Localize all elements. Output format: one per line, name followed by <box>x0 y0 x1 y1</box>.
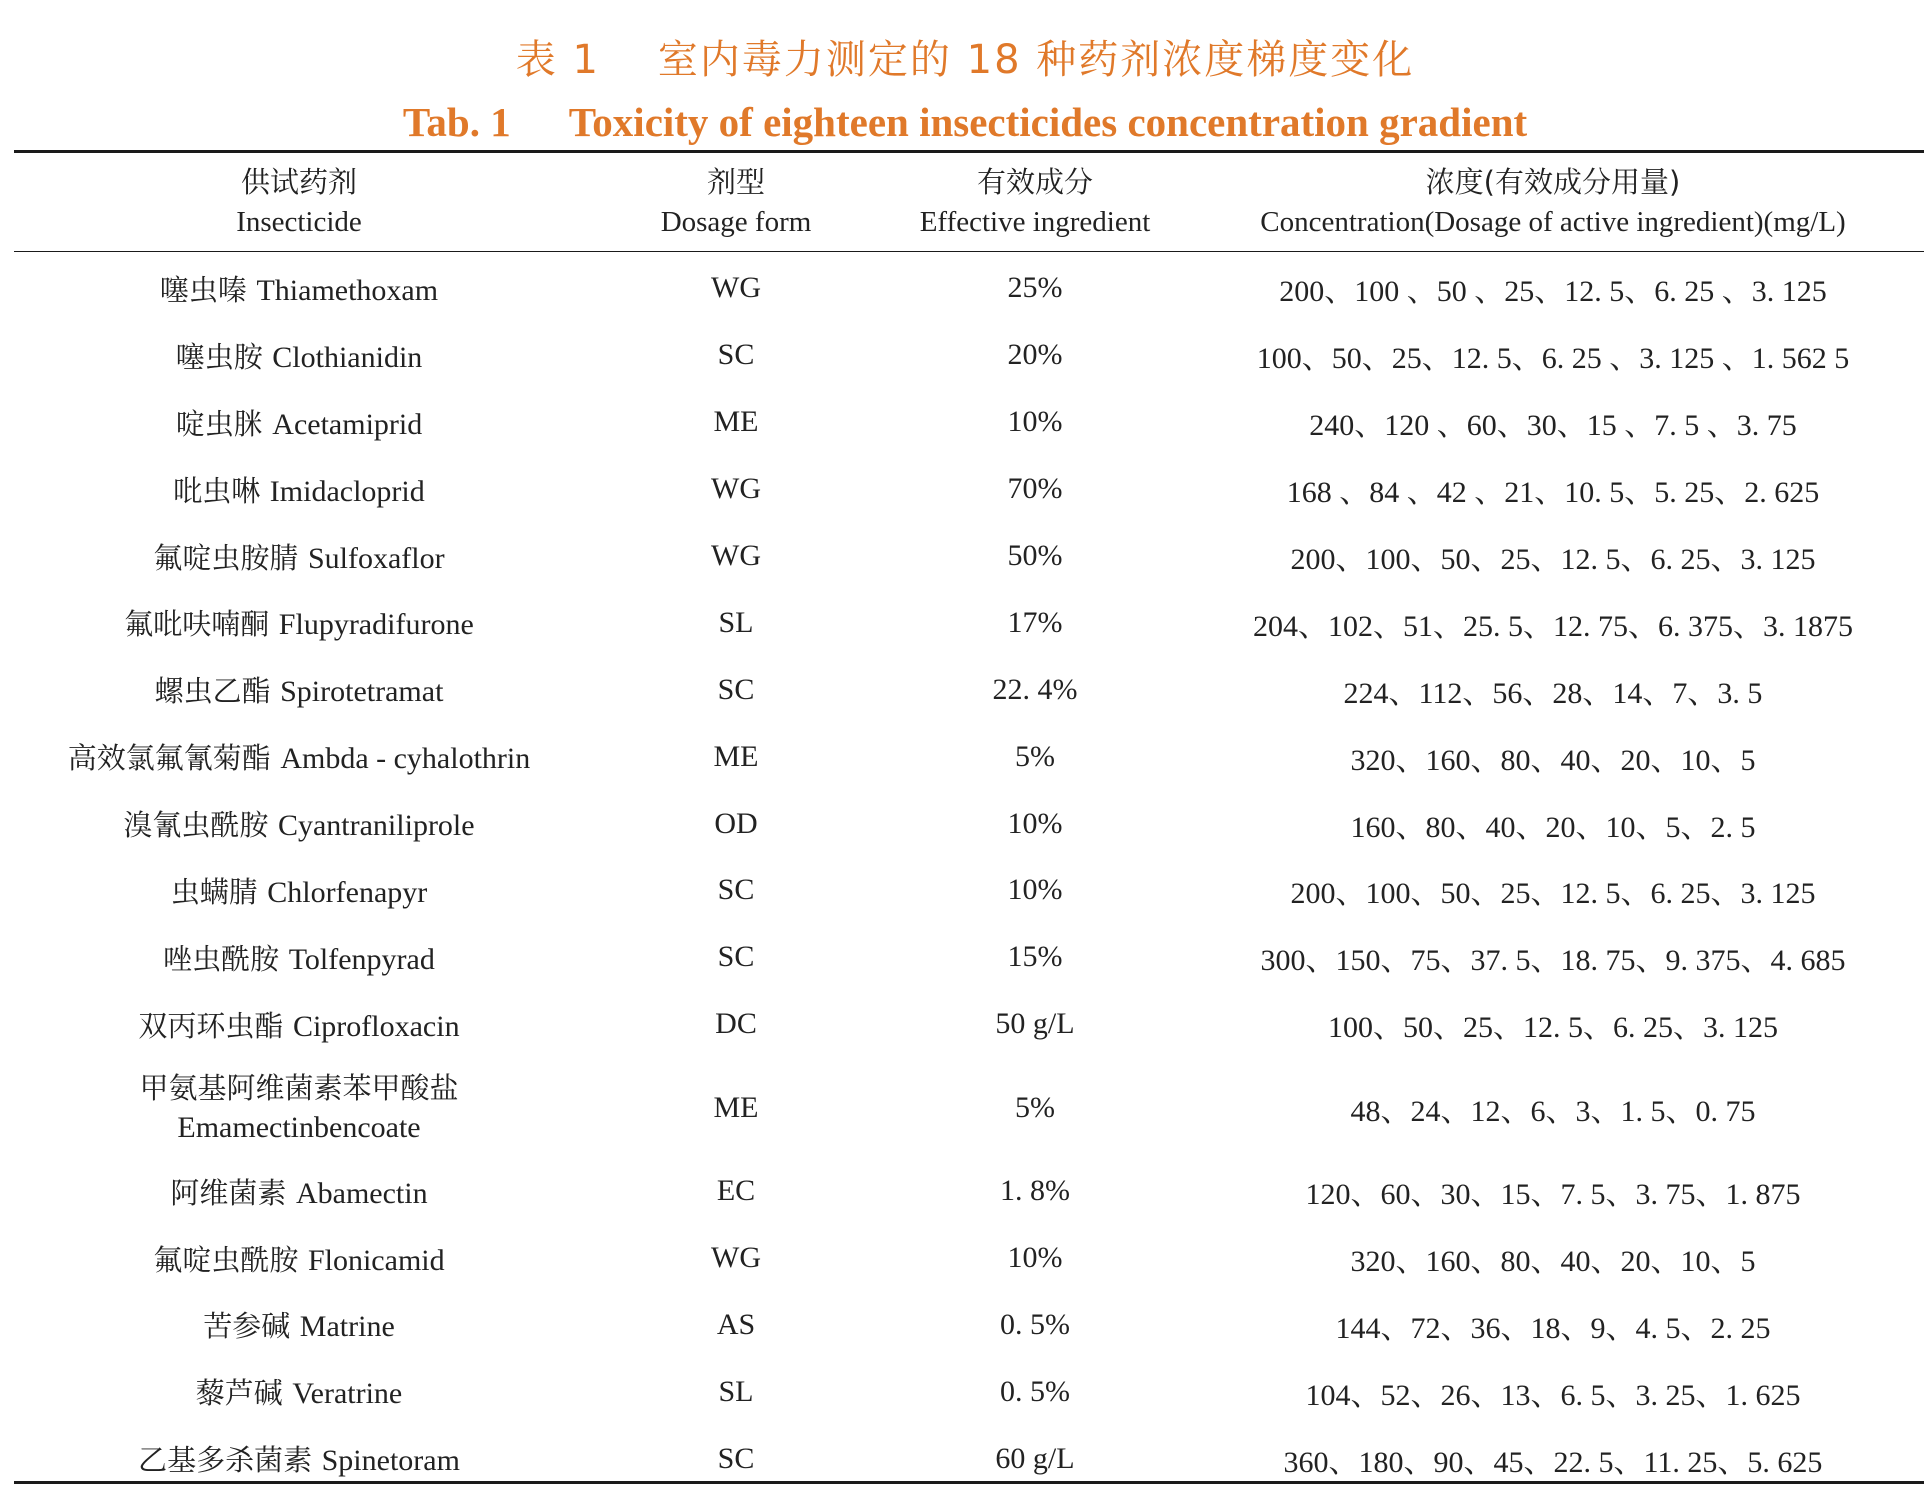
cell-dosage-form: AS <box>716 1307 756 1341</box>
table-title-english <box>0 98 1930 146</box>
insecticide-en: Sulfoxaflor <box>307 541 445 575</box>
insecticide-cn: 氟啶虫胺腈 <box>153 540 299 575</box>
cell-insecticide <box>14 389 584 456</box>
cell-ingredient: 0. 5% <box>1000 1307 1070 1341</box>
insecticide-cn: 乙基多杀菌素 <box>138 1443 313 1478</box>
table-row <box>14 723 1924 790</box>
cell-insecticide <box>14 857 584 924</box>
insecticide-cn: 啶虫脒 <box>175 406 263 441</box>
cell-dosage-form: SC <box>717 338 755 372</box>
table-row <box>14 1225 1924 1292</box>
insecticide-cn: 溴氰虫酰胺 <box>123 808 269 843</box>
insecticide-cn: 藜芦碱 <box>195 1376 283 1411</box>
insecticide-en: Thiamethoxam <box>256 273 439 307</box>
cell-insecticide <box>14 924 584 991</box>
insecticide-cn: 甲氨基阿维菌素苯甲酸盐 <box>139 1070 459 1105</box>
insecticide-en: Chlorfenapyr <box>267 875 428 909</box>
cell-dosage-form: WG <box>711 472 761 506</box>
cell-dosage-form: ME <box>713 1090 759 1124</box>
cell-insecticide <box>14 656 584 723</box>
table-row <box>14 991 1924 1058</box>
cell-ingredient: 5% <box>1015 1090 1055 1124</box>
cell-concentration: 104、52、26、13、6. 5、3. 25、1. 625 <box>1305 1378 1801 1412</box>
insecticide-en: Ambda - cyhalothrin <box>280 742 531 776</box>
cell-concentration: 168 、84 、42 、21、10. 5、5. 25、2. 625 <box>1286 476 1820 510</box>
table-row <box>14 389 1924 456</box>
header-dosage-cn: 剂型 <box>706 165 765 199</box>
cell-concentration: 200、100、50、25、12. 5、6. 25、3. 125 <box>1290 543 1816 576</box>
header-insecticide <box>14 153 584 251</box>
header-concentration <box>1182 153 1924 251</box>
header-insecticide-en: Insecticide <box>236 206 362 238</box>
cell-concentration: 320、160、80、40、20、10、5 <box>1350 743 1756 777</box>
table-number-en: Tab. 1 <box>402 99 511 145</box>
insecticide-en: Flupyradifurone <box>278 608 474 642</box>
insecticide-cn: 螺虫乙酯 <box>154 674 271 709</box>
insecticide-cn: 双丙环虫酯 <box>138 1008 284 1043</box>
cell-concentration: 120、60、30、15、7. 5、3. 75、1. 875 <box>1305 1178 1801 1212</box>
cell-ingredient: 20% <box>1007 338 1063 372</box>
insecticide-cn: 噻虫胺 <box>175 339 263 374</box>
table-row <box>14 790 1924 857</box>
cell-dosage-form: EC <box>716 1174 756 1208</box>
cell-insecticide <box>14 1158 584 1225</box>
cell-dosage-form: SC <box>717 940 755 974</box>
cell-insecticide <box>14 523 584 590</box>
table-title-cn-text: 室内毒力测定的 18 种药剂浓度梯度变化 <box>657 37 1415 83</box>
header-concentration-cn: 浓度(有效成分用量) <box>1425 165 1681 199</box>
cell-dosage-form: SC <box>717 1441 755 1475</box>
cell-ingredient: 22. 4% <box>992 672 1078 706</box>
cell-concentration: 160、80、40、20、10、5、2. 5 <box>1350 810 1756 844</box>
insecticide-cn: 阿维菌素 <box>170 1175 287 1210</box>
cell-ingredient: 50% <box>1007 539 1063 572</box>
header-dosage-form <box>584 153 888 251</box>
insecticide-en: Spinetoram <box>321 1444 460 1478</box>
header-dosage-en: Dosage form <box>660 206 812 238</box>
cell-concentration: 100、50、25、12. 5、6. 25 、3. 125 、1. 562 5 <box>1256 342 1850 376</box>
cell-dosage-form: SC <box>717 672 755 706</box>
cell-insecticide <box>14 251 584 322</box>
cell-ingredient: 15% <box>1007 940 1063 974</box>
table-header-row <box>14 153 1924 251</box>
header-concentration-en: Concentration(Dosage of active ingredient)(mg/L) <box>1260 206 1846 238</box>
cell-concentration: 144、72、36、18、9、4. 5、2. 25 <box>1335 1311 1771 1345</box>
cell-concentration: 204、102、51、25. 5、12. 75、6. 375、3. 1875 <box>1253 609 1853 643</box>
table-number-cn: 表 1 <box>515 37 600 83</box>
cell-ingredient: 1. 8% <box>1000 1174 1070 1208</box>
cell-dosage-form: SC <box>717 873 755 907</box>
header-insecticide-cn: 供试药剂 <box>240 165 357 199</box>
cell-dosage-form: WG <box>711 539 761 572</box>
cell-ingredient: 70% <box>1007 472 1063 506</box>
cell-insecticide <box>14 456 584 523</box>
cell-ingredient: 10% <box>1007 1241 1063 1275</box>
table-row <box>14 857 1924 924</box>
cell-ingredient: 17% <box>1007 605 1063 639</box>
table-row <box>14 251 1924 322</box>
table-row <box>14 924 1924 991</box>
cell-ingredient: 5% <box>1015 739 1055 773</box>
table-row <box>14 656 1924 723</box>
cell-insecticide <box>14 1425 584 1492</box>
cell-dosage-form: ME <box>713 405 759 439</box>
cell-dosage-form: DC <box>715 1007 757 1041</box>
header-effective-ingredient <box>888 153 1182 251</box>
cell-insecticide <box>14 589 584 656</box>
cell-ingredient: 50 g/L <box>995 1007 1075 1041</box>
insecticide-en: Acetamiprid <box>272 407 423 441</box>
cell-ingredient: 60 g/L <box>995 1441 1075 1475</box>
cell-dosage-form: WG <box>711 271 761 305</box>
table-title-en-text: Toxicity of eighteen insecticides concentration gradient <box>568 99 1528 145</box>
cell-ingredient: 10% <box>1007 405 1063 439</box>
table-row <box>14 456 1924 523</box>
table-row <box>14 523 1924 590</box>
table-row <box>14 1158 1924 1225</box>
cell-dosage-form: SL <box>718 605 754 639</box>
insecticide-cn: 苦参碱 <box>203 1309 291 1344</box>
insecticide-en: Flonicamid <box>307 1243 445 1277</box>
cell-insecticide <box>14 723 584 790</box>
cell-insecticide <box>14 1291 584 1358</box>
insecticide-cn: 吡虫啉 <box>173 473 261 508</box>
cell-ingredient: 0. 5% <box>1000 1374 1070 1408</box>
cell-dosage-form: SL <box>718 1374 754 1408</box>
cell-insecticide <box>14 1358 584 1425</box>
cell-concentration: 240、120 、60、30、15 、7. 5 、3. 75 <box>1309 409 1797 443</box>
table-row <box>14 322 1924 389</box>
cell-concentration: 100、50、25、12. 5、6. 25、3. 125 <box>1328 1011 1778 1045</box>
insecticide-en: Emamectinbencoate <box>177 1110 421 1144</box>
cell-dosage-form: WG <box>711 1241 761 1275</box>
table-title-chinese <box>0 28 1930 85</box>
insecticide-en: Cyantraniliprole <box>277 809 475 843</box>
table-row <box>14 1291 1924 1358</box>
cell-concentration: 300、150、75、37. 5、18. 75、9. 375、4. 685 <box>1260 944 1846 978</box>
cell-ingredient: 10% <box>1007 806 1063 840</box>
cell-dosage-form: ME <box>713 739 759 773</box>
cell-insecticide <box>14 790 584 857</box>
insecticide-cn: 唑虫酰胺 <box>163 941 280 976</box>
cell-concentration: 200、100、50、25、12. 5、6. 25、3. 125 <box>1290 877 1816 911</box>
cell-insecticide <box>14 1225 584 1292</box>
header-ingredient-en: Effective ingredient <box>919 206 1151 238</box>
insecticide-cn: 氟啶虫酰胺 <box>153 1242 299 1277</box>
insecticide-cn: 噻虫嗪 <box>159 272 247 307</box>
insecticide-en: Clothianidin <box>272 340 423 374</box>
cell-insecticide <box>14 991 584 1058</box>
cell-concentration: 48、24、12、6、3、1. 5、0. 75 <box>1350 1094 1756 1128</box>
insecticide-cn: 氟吡呋喃酮 <box>124 607 270 642</box>
insecticide-en: Imidacloprid <box>269 474 425 508</box>
cell-concentration: 320、160、80、40、20、10、5 <box>1350 1245 1756 1279</box>
insecticide-cn: 高效氯氟氰菊酯 <box>67 741 271 776</box>
insecticide-cn: 虫螨腈 <box>170 874 258 909</box>
insecticide-en: Abamectin <box>295 1176 428 1210</box>
header-ingredient-cn: 有效成分 <box>976 165 1093 199</box>
insecticide-en: Veratrine <box>292 1377 403 1411</box>
cell-insecticide <box>14 1058 584 1158</box>
insecticide-en: Tolfenpyrad <box>288 942 435 976</box>
insecticide-en: Matrine <box>299 1310 395 1344</box>
cell-ingredient: 25% <box>1007 271 1063 305</box>
cell-dosage-form: OD <box>714 806 758 840</box>
cell-concentration: 360、180、90、45、22. 5、11. 25、5. 625 <box>1283 1445 1823 1479</box>
cell-insecticide <box>14 322 584 389</box>
cell-concentration: 200、100 、50 、25、12. 5、6. 25 、3. 125 <box>1279 275 1827 309</box>
table-row <box>14 1058 1924 1158</box>
insecticide-en: Spirotetramat <box>280 675 444 709</box>
cell-concentration: 224、112、56、28、14、7、3. 5 <box>1343 676 1763 710</box>
table-row <box>14 589 1924 656</box>
table-row <box>14 1358 1924 1425</box>
table-row <box>14 1425 1924 1492</box>
insecticide-table <box>14 153 1924 1492</box>
insecticide-en: Ciprofloxacin <box>292 1009 460 1043</box>
cell-ingredient: 10% <box>1007 873 1063 907</box>
